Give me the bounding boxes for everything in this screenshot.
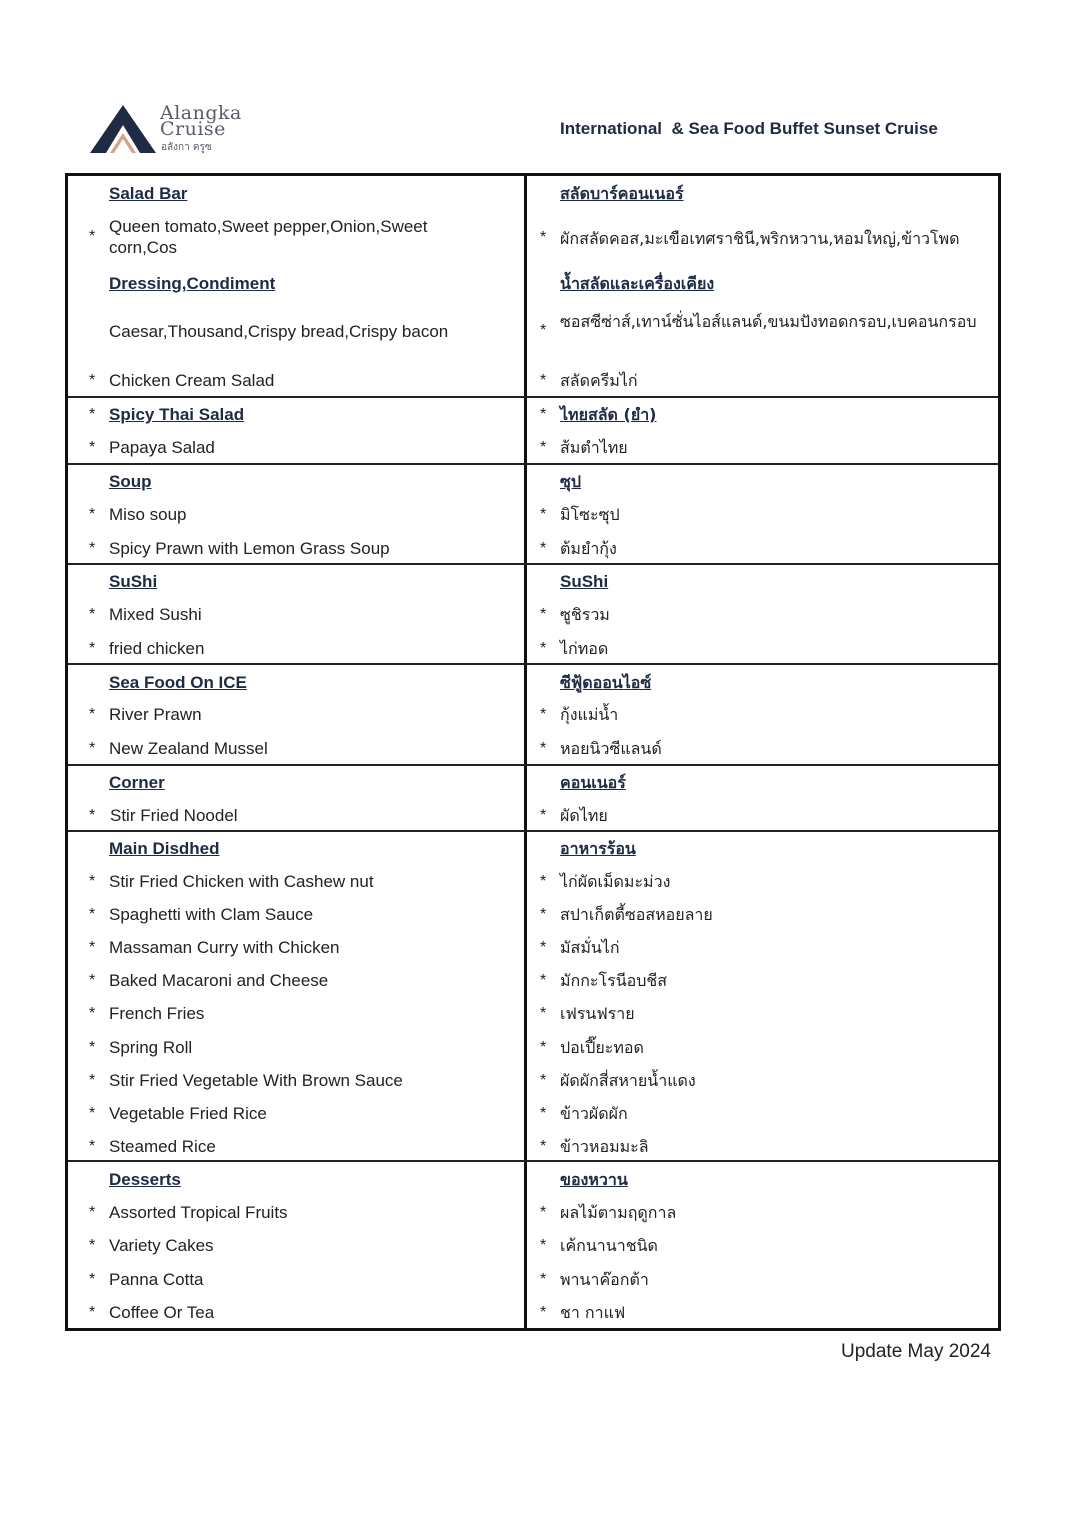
row-divider — [68, 764, 998, 766]
row-divider — [68, 830, 998, 832]
logo — [88, 103, 258, 159]
menu-item: New Zealand Mussel — [109, 739, 268, 758]
bullet: * — [540, 972, 547, 989]
bullet: * — [540, 873, 547, 890]
bullet: * — [89, 1304, 96, 1321]
bullet: * — [540, 807, 547, 824]
column-divider — [524, 173, 527, 1331]
section-title-seafood: Sea Food On ICE — [109, 673, 247, 692]
menu-item-thai: สลัดครีมไก่ — [560, 371, 638, 390]
menu-item-thai: ข้าวหอมมะลิ — [560, 1137, 649, 1156]
bullet: * — [89, 873, 96, 890]
menu-item-thai: ไก่ผัดเม็ดมะม่วง — [560, 872, 671, 891]
bullet: * — [89, 439, 96, 456]
menu-item-thai: พานาค๊อกต้า — [560, 1270, 649, 1289]
section-title-dressing-thai: น้ำสลัดและเครื่องเคียง — [560, 274, 715, 293]
bullet: * — [540, 322, 547, 339]
bullet: * — [89, 506, 96, 523]
menu-item-thai: เค้กนานาชนิด — [560, 1236, 658, 1255]
menu-item: Spaghetti with Clam Sauce — [109, 905, 314, 924]
logo-name-line1: Alangka — [160, 102, 242, 124]
section-title-desserts: Desserts — [109, 1170, 181, 1189]
bullet: * — [540, 706, 547, 723]
bullet: * — [89, 372, 96, 389]
menu-item-thai: มัสมั่นไก่ — [560, 938, 620, 957]
bullet: * — [540, 1138, 547, 1155]
menu-item-thai: มักกะโรนีอบชีส — [560, 971, 668, 990]
menu-item: Massaman Curry with Chicken — [109, 938, 340, 957]
menu-item: Queen tomato,Sweet pepper,Onion,Sweet corn,Cos — [109, 217, 428, 257]
menu-item: Panna Cotta — [109, 1270, 204, 1289]
menu-item: Variety Cakes — [109, 1236, 214, 1255]
section-title-thai-salad-thai: ไทยสลัด (ยำ) — [560, 405, 657, 424]
menu-item: Spring Roll — [109, 1038, 193, 1057]
menu-item-thai: ไก่ทอด — [560, 639, 609, 658]
section-title-corner-thai: คอนเนอร์ — [560, 773, 626, 792]
bullet: * — [89, 1204, 96, 1221]
menu-item: Steamed Rice — [109, 1137, 216, 1156]
menu-item-thai: ซูชิรวม — [560, 605, 610, 624]
bullet: * — [89, 906, 96, 923]
row-divider — [68, 663, 998, 665]
section-title-soup: Soup — [109, 472, 152, 491]
menu-item-thai: หอยนิวซีแลนด์ — [560, 739, 662, 758]
bullet: * — [540, 506, 547, 523]
bullet: * — [540, 1039, 547, 1056]
bullet: * — [540, 906, 547, 923]
menu-item-thai: กุ้งแม่น้ำ — [560, 705, 619, 724]
menu-item: Spicy Prawn with Lemon Grass Soup — [109, 539, 390, 558]
row-divider — [68, 463, 998, 465]
menu-item: Stir Fried Noodel — [110, 806, 238, 825]
menu-item: Stir Fried Chicken with Cashew nut — [109, 872, 374, 891]
menu-item: Chicken Cream Salad — [109, 371, 275, 390]
menu-item-thai: ส้มตำไทย — [560, 438, 628, 457]
menu-item-thai: ชา กาแฟ — [560, 1303, 626, 1322]
bullet: * — [89, 972, 96, 989]
bullet: * — [89, 406, 96, 423]
menu-item-thai: ต้มยำกุ้ง — [560, 539, 617, 558]
menu-item-thai: ข้าวผัดผัก — [560, 1104, 628, 1123]
bullet: * — [89, 1072, 96, 1089]
bullet: * — [540, 1072, 547, 1089]
bullet: * — [540, 439, 547, 456]
section-title-main: Main Disdhed — [109, 839, 220, 858]
menu-item-thai: มิโซะซุป — [560, 505, 620, 524]
section-title-soup-thai: ซุป — [560, 472, 582, 491]
menu-item: French Fries — [109, 1004, 205, 1023]
menu-item: Assorted Tropical Fruits — [109, 1203, 288, 1222]
section-title-seafood-thai: ซีฟู้ดออนไอซ์ — [560, 673, 652, 692]
bullet: * — [89, 606, 96, 623]
section-title-salad-bar: Salad Bar — [109, 184, 188, 203]
bullet: * — [540, 640, 547, 657]
bullet: * — [540, 606, 547, 623]
menu-item-thai: ผัดไทย — [560, 806, 608, 825]
menu-item-thai: สปาเก็ตตี้ซอสหอยลาย — [560, 905, 713, 924]
bullet: * — [540, 1204, 547, 1221]
menu-item-thai: ผลไม้ตามฤดูกาล — [560, 1203, 677, 1222]
menu-item: Papaya Salad — [109, 438, 215, 457]
bullet: * — [89, 939, 96, 956]
menu-item: Caesar,Thousand,Crispy bread,Crispy bacon — [109, 322, 449, 341]
section-title-sushi: SuShi — [109, 572, 158, 591]
bullet: * — [89, 540, 96, 557]
menu-item: fried chicken — [109, 639, 205, 658]
bullet: * — [89, 640, 96, 657]
bullet: * — [540, 1237, 547, 1254]
menu-item: Baked Macaroni and Cheese — [109, 971, 329, 990]
bullet: * — [540, 540, 547, 557]
bullet: * — [540, 1105, 547, 1122]
menu-item: Stir Fried Vegetable With Brown Sauce — [109, 1071, 403, 1090]
section-title-main-thai: อาหารร้อน — [560, 839, 636, 858]
bullet: * — [540, 740, 547, 757]
menu-item-thai: ปอเปี๊ยะทอด — [560, 1038, 644, 1057]
bullet: * — [540, 1271, 547, 1288]
menu-item: Mixed Sushi — [109, 605, 202, 624]
bullet: * — [89, 807, 96, 824]
section-title-desserts-thai: ของหวาน — [560, 1170, 628, 1189]
menu-item: Coffee Or Tea — [109, 1303, 215, 1322]
section-title-thai-salad: Spicy Thai Salad — [109, 405, 245, 424]
row-divider — [68, 396, 998, 398]
bullet: * — [89, 1105, 96, 1122]
section-title-sushi-thai: SuShi — [560, 572, 609, 591]
logo-name-line2: Cruise — [160, 118, 226, 140]
bullet: * — [89, 740, 96, 757]
row-divider — [68, 563, 998, 565]
bullet: * — [89, 1138, 96, 1155]
bullet: * — [89, 228, 96, 245]
menu-item: River Prawn — [109, 705, 202, 724]
menu-item: Vegetable Fried Rice — [109, 1104, 267, 1123]
logo-wordmark — [160, 102, 242, 140]
section-title-corner: Corner — [109, 773, 165, 792]
bullet: * — [89, 706, 96, 723]
section-title-salad-bar-thai: สลัดบาร์คอนเนอร์ — [560, 184, 684, 203]
bullet: * — [540, 1005, 547, 1022]
page-title: International & Sea Food Buffet Sunset Cruise — [560, 119, 938, 138]
update-note: Update May 2024 — [841, 1341, 991, 1362]
menu-item-thai: ผักสลัดคอส,มะเขือเทศราชินี,พริกหวาน,หอมใหญ่,ข้าวโพด — [560, 229, 960, 248]
bullet: * — [89, 1271, 96, 1288]
menu-item-thai: ผัดผักสี่สหายน้ำแดง — [560, 1071, 696, 1090]
menu-item-thai: เฟรนฟราย — [560, 1004, 635, 1023]
bullet: * — [89, 1039, 96, 1056]
section-title-dressing: Dressing,Condiment — [109, 274, 276, 293]
menu-item-thai: ซอสซีซ่าส์,เทาน์ซั่นไอส์แลนด์,ขนมปังทอดกรอบ,เบคอนกรอบ — [560, 312, 977, 331]
menu-item: Miso soup — [109, 505, 187, 524]
logo-mark-icon — [88, 103, 158, 155]
bullet: * — [89, 1237, 96, 1254]
bullet: * — [540, 372, 547, 389]
bullet: * — [89, 1005, 96, 1022]
bullet: * — [540, 1304, 547, 1321]
logo-thai-name: อลังกา ครูซ — [161, 142, 212, 153]
row-divider — [68, 1160, 998, 1162]
bullet: * — [540, 229, 547, 246]
bullet: * — [540, 939, 547, 956]
bullet: * — [540, 406, 547, 423]
